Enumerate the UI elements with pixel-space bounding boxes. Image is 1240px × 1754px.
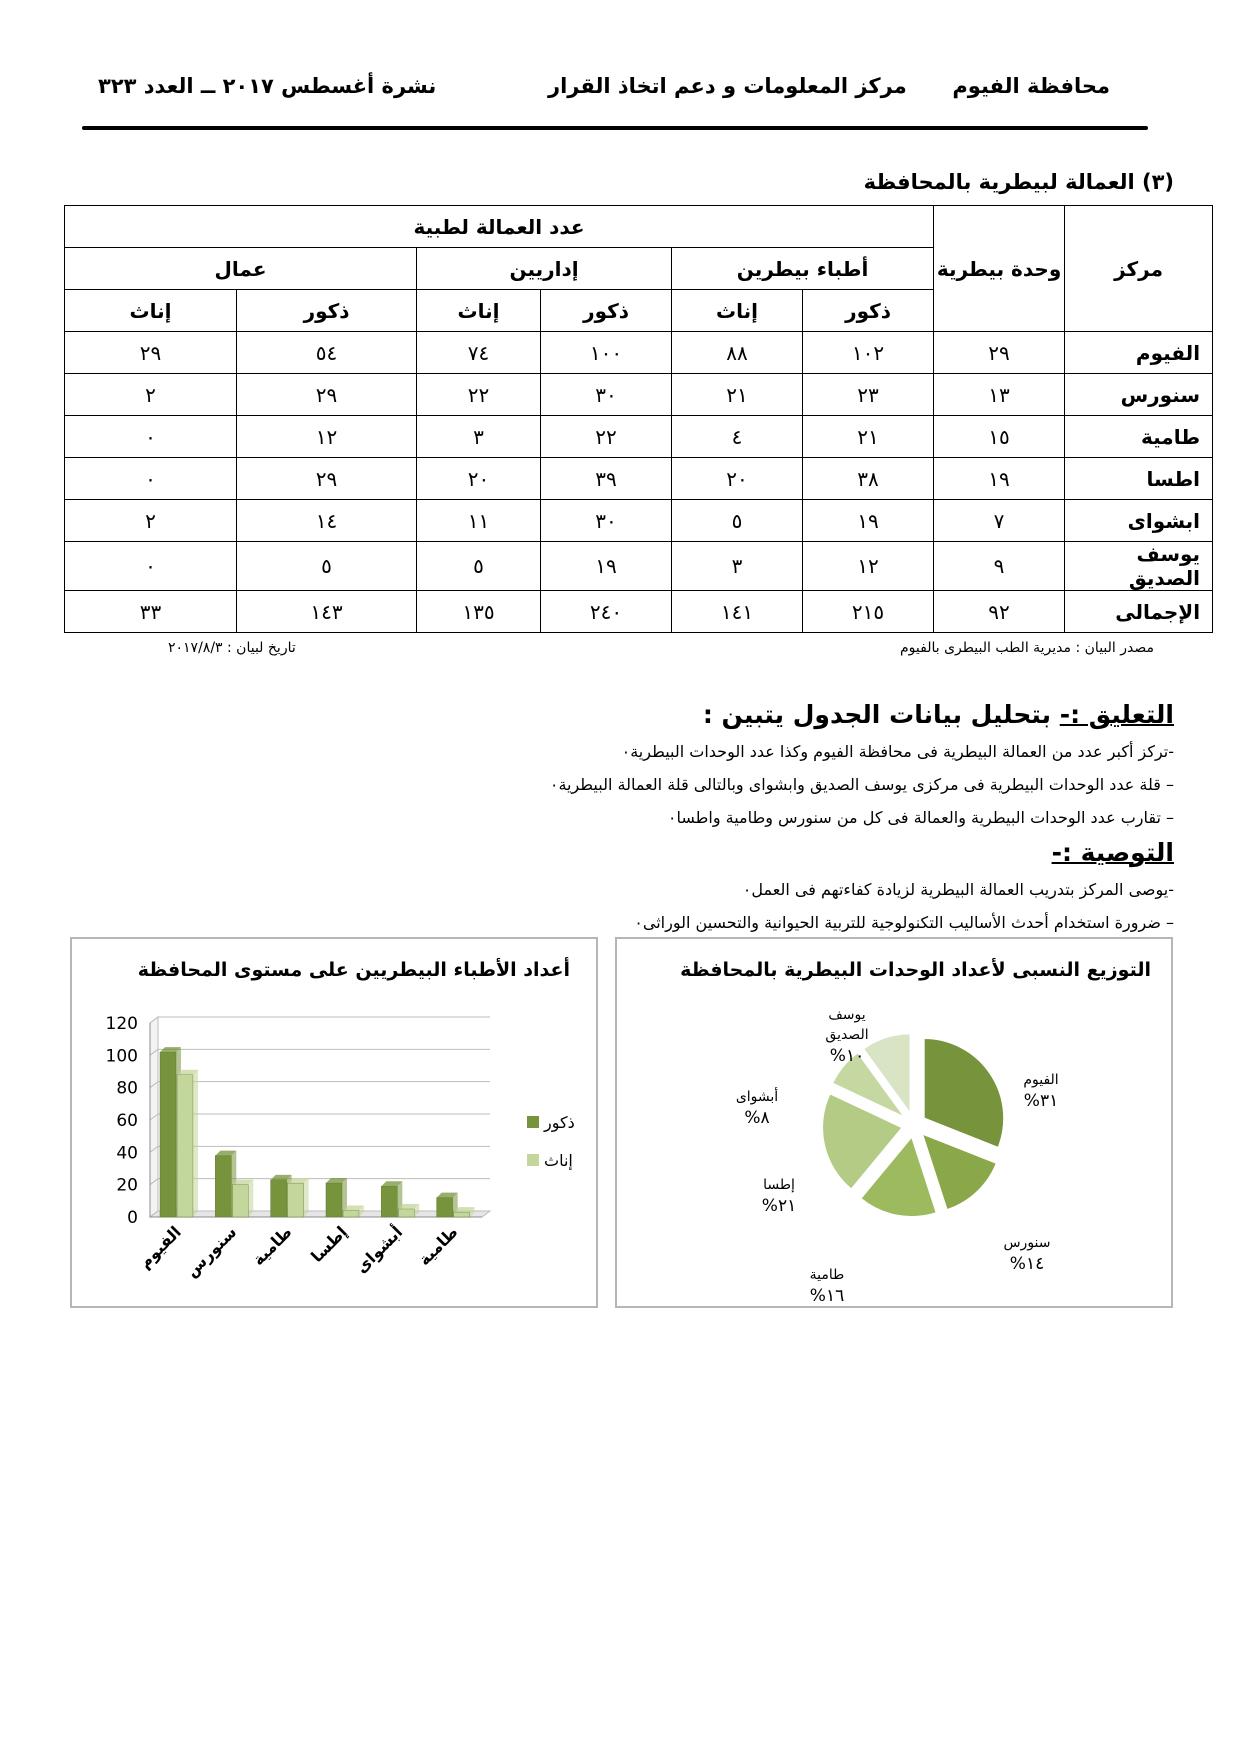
- comment-label: التعليق :-: [1059, 700, 1174, 729]
- pie-slice-percent: %٢١: [761, 1196, 797, 1216]
- bar-male: [437, 1198, 453, 1217]
- staff-count: ٢٠: [672, 458, 803, 500]
- y-tick-label: 0: [127, 1208, 138, 1228]
- bar-side: [304, 1178, 309, 1217]
- sub-male: ذكور: [803, 290, 934, 332]
- recommendation-line: – ضرورة استخدام أحدث الأساليب التكنولوجية للتربية الحيوانية والتحسين الوراثى٠: [634, 913, 1174, 932]
- staff-count: ٠: [65, 542, 237, 591]
- sub-female: إناث: [672, 290, 803, 332]
- staff-count: ١٤١: [672, 591, 803, 633]
- pie-slice-label: سنورس: [1003, 1235, 1051, 1251]
- staff-count: ٣٠: [541, 374, 672, 416]
- staff-count: ٣: [672, 542, 803, 591]
- legend-swatch: [527, 1116, 539, 1128]
- staff-count: ١٤: [237, 500, 417, 542]
- staff-count: ٢٩: [237, 374, 417, 416]
- group-workers: عمال: [65, 248, 417, 290]
- y-tick-label: 20: [116, 1175, 138, 1196]
- staff-count: ٢: [65, 374, 237, 416]
- group-doctors: أطباء بيطرين: [672, 248, 934, 290]
- comment-line: – تقارب عدد الوحدات البيطرية والعمالة فى كل من سنورس وطامية واطسا٠: [667, 808, 1174, 827]
- staff-count: ٢١: [803, 416, 934, 458]
- y-tick-label: 40: [116, 1143, 138, 1164]
- col-unit: وحدة بيطرية: [934, 206, 1065, 332]
- staff-count: ٢٤٠: [541, 591, 672, 633]
- group-title: عدد العمالة لطبية: [65, 206, 934, 248]
- staff-count: ٢٢: [541, 416, 672, 458]
- staff-count: ٢٩: [65, 332, 237, 374]
- recommendation-heading: [1052, 838, 1174, 867]
- center-name: الفيوم: [1065, 332, 1213, 374]
- staff-count: ٣٣: [65, 591, 237, 633]
- staff-count: ٨٨: [672, 332, 803, 374]
- table-row: [65, 542, 1213, 591]
- pie-slice: [922, 1134, 996, 1210]
- pie-slice-label: الصديق: [825, 1027, 869, 1043]
- y-tick-label: 120: [105, 1014, 138, 1034]
- pie-slice-label: إطسا: [763, 1177, 795, 1193]
- group-admins: إداريين: [417, 248, 672, 290]
- table-row: [65, 458, 1213, 500]
- pie-chart: [617, 939, 1171, 1306]
- staff-count: ١٠٠: [541, 332, 672, 374]
- legend-label: إناث: [544, 1151, 573, 1170]
- staff-count: ١٩: [803, 500, 934, 542]
- x-tick-label: سنورس: [181, 1222, 241, 1281]
- header-rule: [82, 126, 1148, 130]
- unit-count: ٩: [934, 542, 1065, 591]
- pie-slice-percent: %٣١: [1023, 1091, 1059, 1111]
- center-name: اطسا: [1065, 458, 1213, 500]
- sub-female: إناث: [417, 290, 541, 332]
- staff-count: ٣: [417, 416, 541, 458]
- x-tick-label: طامية: [248, 1222, 296, 1270]
- comment-rest: بتحليل بيانات الجدول يتبين :: [702, 700, 1060, 729]
- x-tick-label: طامية: [414, 1222, 462, 1270]
- recommendation-label: التوصية :-: [1051, 838, 1174, 867]
- staff-count: ١١: [417, 500, 541, 542]
- staff-count: ٥: [672, 500, 803, 542]
- pie-slice-percent: %١٠: [829, 1046, 865, 1066]
- pie-slice-label: يوسف: [828, 1007, 866, 1023]
- bar-chart: [72, 939, 596, 1306]
- staff-count: ١٤٣: [237, 591, 417, 633]
- staff-count: ٠: [65, 416, 237, 458]
- bar-male: [160, 1052, 176, 1217]
- staff-count: ٢١: [672, 374, 803, 416]
- table-row: [65, 332, 1213, 374]
- staff-count: ١٣٥: [417, 591, 541, 633]
- comment-line: – قلة عدد الوحدات البيطرية فى مركزى يوسف الصديق وابشواى وبالتالى قلة العمالة البيطرية٠: [549, 775, 1174, 794]
- x-tick-label: الفيوم: [135, 1222, 185, 1273]
- staff-count: ٣٠: [541, 500, 672, 542]
- comment-line: -تركز أكبر عدد من العمالة البيطرية فى محافظة الفيوم وكذا عدد الوحدات البيطرية٠: [621, 742, 1174, 761]
- bar-male: [326, 1183, 342, 1217]
- bar-side: [248, 1180, 253, 1217]
- unit-count: ٩٢: [934, 591, 1065, 633]
- col-center: مركز: [1065, 206, 1213, 332]
- pie-slice-label: طامية: [809, 1267, 845, 1283]
- recommendation-line: -يوصى المركز بتدريب العمالة البيطرية لزيادة كفاءتهم فى العمل٠: [742, 880, 1174, 899]
- staff-count: ٢: [65, 500, 237, 542]
- sub-male: ذكور: [237, 290, 417, 332]
- bar-side: [193, 1070, 198, 1217]
- table-row: [65, 374, 1213, 416]
- unit-count: ٢٩: [934, 332, 1065, 374]
- center-name: ابشواى: [1065, 500, 1213, 542]
- staff-count: ٠: [65, 458, 237, 500]
- x-tick-label: أبشواى: [351, 1222, 407, 1277]
- center-name: سنورس: [1065, 374, 1213, 416]
- bar-male: [271, 1180, 287, 1217]
- unit-count: ١٩: [934, 458, 1065, 500]
- bar-male: [215, 1156, 231, 1217]
- staff-count: ٢٣: [803, 374, 934, 416]
- staff-count: ٢٠: [417, 458, 541, 500]
- comment-heading: [703, 700, 1174, 729]
- center-name: الإجمالى: [1065, 591, 1213, 633]
- staff-count: ٢١٥: [803, 591, 934, 633]
- staff-count: ٣٨: [803, 458, 934, 500]
- staff-count: ١٢: [237, 416, 417, 458]
- header-center: مركز المعلومات و دعم اتخاذ القرار: [548, 74, 907, 98]
- bar-chart-title: أعداد الأطباء البيطريين على مستوى المحافظة: [137, 959, 570, 981]
- legend-label: ذكور: [544, 1113, 575, 1132]
- pie-slice-label: أبشواى: [735, 1089, 779, 1105]
- bar-chart-panel: [70, 937, 598, 1308]
- bar-female: [343, 1211, 359, 1217]
- source-note: مصدر البيان : مديرية الطب البيطرى بالفيوم: [900, 640, 1154, 656]
- staff-count: ٤: [672, 416, 803, 458]
- y-tick-label: 60: [116, 1111, 138, 1131]
- staff-count: ٢٢: [417, 374, 541, 416]
- pie-chart-title: التوزيع النسبى لأعداد الوحدات البيطرية بالمحافظة: [680, 959, 1151, 981]
- bar-female: [288, 1183, 304, 1217]
- bar-female: [232, 1185, 248, 1217]
- unit-count: ١٥: [934, 416, 1065, 458]
- legend-swatch: [527, 1154, 539, 1166]
- header-governorate: محافظة الفيوم: [952, 74, 1110, 98]
- staff-count: ٥٤: [237, 332, 417, 374]
- y-tick-label: 100: [105, 1046, 138, 1067]
- staff-count: ٥: [237, 542, 417, 591]
- staff-count: ٢٩: [237, 458, 417, 500]
- table-row: [65, 500, 1213, 542]
- unit-count: ٧: [934, 500, 1065, 542]
- sub-male: ذكور: [541, 290, 672, 332]
- staff-count: ١٢: [803, 542, 934, 591]
- bar-female: [398, 1209, 414, 1217]
- unit-count: ١٣: [934, 374, 1065, 416]
- x-tick-label: إطسا: [307, 1222, 351, 1267]
- table-row: [65, 416, 1213, 458]
- staff-count: ١٩: [541, 542, 672, 591]
- pie-slice: [924, 1038, 1004, 1147]
- staff-count: ٥: [417, 542, 541, 591]
- pie-slice-percent: %١٤: [1009, 1254, 1045, 1274]
- staff-count: ١٠٢: [803, 332, 934, 374]
- veterinary-staff-table: [64, 205, 1213, 633]
- sub-female: إناث: [65, 290, 237, 332]
- section-title: (٣) العمالة لبيطرية بالمحافظة: [863, 170, 1174, 194]
- pie-slice-percent: %١٦: [809, 1286, 845, 1306]
- staff-count: ٣٩: [541, 458, 672, 500]
- y-tick-label: 80: [116, 1078, 138, 1099]
- pie-slice-percent: %٨: [744, 1108, 770, 1128]
- center-name: يوسف الصديق: [1065, 542, 1213, 591]
- bar-male: [381, 1186, 397, 1217]
- staff-count: ٧٤: [417, 332, 541, 374]
- pie-slice-label: الفيوم: [1023, 1072, 1059, 1088]
- table-row: [65, 591, 1213, 633]
- bar-female: [177, 1075, 193, 1217]
- pie-chart-panel: [615, 937, 1173, 1308]
- date-note: تاريخ لبيان : ٢٠١٧/٨/٣: [168, 640, 296, 656]
- header-issue: نشرة أغسطس ٢٠١٧ ــ العدد ٣٢٣: [98, 74, 437, 98]
- center-name: طامية: [1065, 416, 1213, 458]
- bar-female: [454, 1212, 470, 1217]
